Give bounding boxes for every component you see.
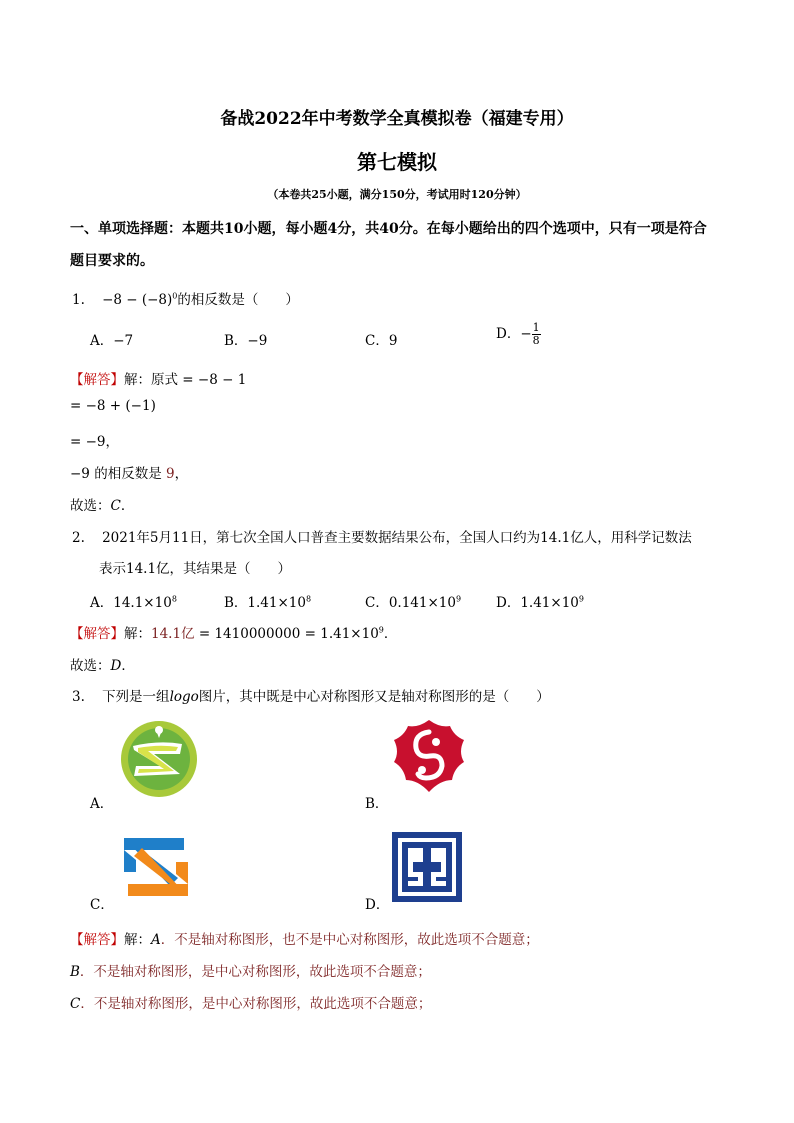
q3-answer-line3: C．不是轴对称图形，是中心对称图形，故此选项不合题意；: [70, 996, 432, 1012]
q1-answer-line1: 【解答】解：原式 = −8 − 1: [70, 372, 247, 388]
q2-option-a: A．$14.1\times 10^8$: [90, 594, 177, 611]
q1-answer-line5: 故选：C．: [70, 498, 135, 514]
logo-d-blue-meander-icon: [392, 832, 462, 902]
q2-answer-line1: 【解答】解：14.1亿 = $1410000000 = 1.41\times 10^9$．: [70, 625, 398, 642]
logo-a-green-circle-icon: [120, 718, 198, 800]
q1-answer-line4: −9 的相反数是 9，: [70, 466, 189, 482]
q3-answer-line1: 【解答】解：A．不是轴对称图形，也不是中心对称图形，故此选项不合题意；: [70, 932, 539, 948]
doc-title: 备战2022年中考数学全真模拟卷（福建专用）: [220, 109, 574, 129]
q2-option-b: B．$1.41\times 10^8$: [224, 594, 312, 611]
q1-option-a: A．−7: [90, 333, 134, 349]
section-heading-cont: 题目要求的。: [70, 253, 154, 269]
q1-answer-line3: = −9，: [70, 434, 120, 450]
q1-stem: 1. $-8 - (-8)^0$的相反数是（ ）: [72, 291, 299, 308]
q3-option-a: A．: [90, 796, 114, 812]
q3-option-b: B．: [365, 796, 389, 812]
q3-answer-line2: B．不是轴对称图形，是中心对称图形，故此选项不合题意；: [70, 964, 431, 980]
q1-option-b: B．−9: [224, 333, 268, 349]
q1-option-d: D．− $\frac{1}{8}$: [496, 321, 540, 347]
q3-stem: 3. 下列是一组logo图片，其中既是中心对称图形又是轴对称图形的是（ ）: [72, 689, 550, 705]
q3-option-d: D．: [365, 897, 390, 913]
q1-option-c: C．9: [365, 333, 398, 349]
q2-stem-line2: 表示14.1亿，其结果是（ ）: [99, 561, 292, 577]
q2-option-c: C．$0.141\times 10^9$: [365, 594, 462, 611]
q2-stem-line1: 2. 2021年5月11日，第七次全国人口普查主要数据结果公布，全国人口约为14.1亿人，用科学记数法: [72, 530, 692, 546]
exam-note: （本卷共25小题，满分150分，考试用时120分钟）: [267, 188, 527, 201]
q2-answer-line2: 故选：D．: [70, 658, 135, 674]
logo-b-red-swirl-icon: [392, 718, 466, 794]
doc-subtitle: 第七模拟: [357, 150, 437, 174]
section-heading: 一、单项选择题：本题共10小题，每小题4分，共40分。在每小题给出的四个选项中，只有一项是符合: [70, 221, 707, 237]
q3-option-c: C．: [90, 897, 114, 913]
q2-option-d: D．$1.41\times 10^9$: [496, 594, 584, 611]
logo-c-blue-orange-knot-icon: [118, 832, 194, 902]
q1-answer-line2: = −8 + (−1): [70, 398, 156, 414]
